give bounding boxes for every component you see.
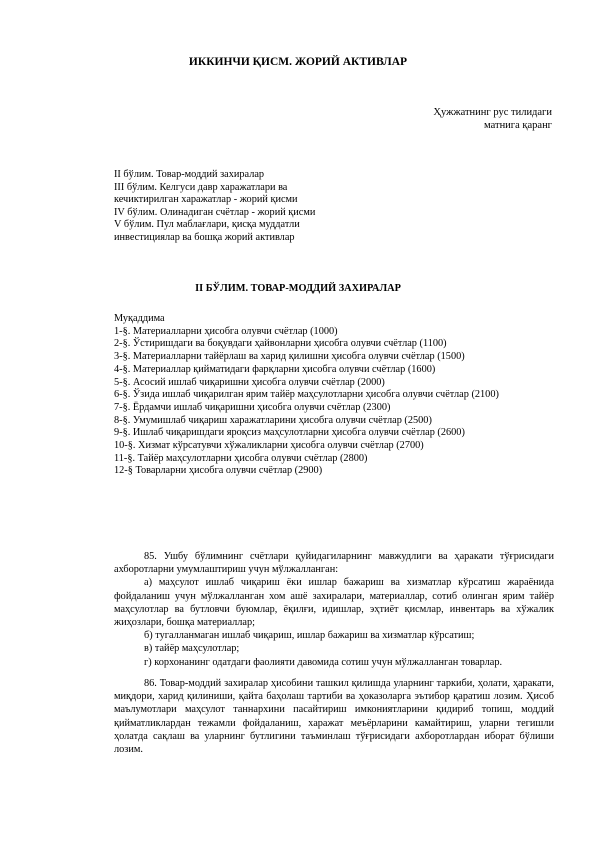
contents-item: 11-§. Тайёр маҳсулотларни ҳисобга олувчи счётлар (2800) [114,452,368,464]
contents-item: 3-§. Материалларни тайёрлаш ва харид қилишни ҳисобга олувчи счётлар (1500) [114,351,465,363]
paragraph-85-item-v: в) тайёр маҳсулотлар; [144,643,240,655]
parts-list-item: V бўлим. Пул маблағлари, қисқа муддатли [114,219,300,231]
reference-note [433,106,552,132]
paragraph-85-item-a: а) маҳсулот ишлаб чиқариш ёки ишлар бажариш ва хизматлар кўрсатиш жараёнида фойдаланиш учун мўлжалланган хом ашё захиралари, материаллар, сотиб олинган ярим тайёр маҳсулотлар ва бутловчи буюмлар, ёқилғи, идишлар, эҳтиёт қисмлар, инвентарь ва хўжалик жиҳозлари, бошқа материаллар; [114,577,554,629]
section-contents-list [114,313,554,478]
parts-list-item: кечиктирилган харажатлар - жорий қисми [114,194,298,206]
page-title: ИККИНЧИ ҚИСМ. ЖОРИЙ АКТИВЛАР [188,56,408,68]
paragraph-85-item-b: б) тугалланмаган ишлаб чиқариш, ишлар бажариш ва хизматлар кўрсатиш; [144,630,475,642]
contents-item: 12-§ Товарларни ҳисобга олувчи счётлар (2900) [114,465,323,477]
reference-note-line: Ҳужжатнинг рус тилидаги [433,107,552,118]
reference-note-line: матнига қаранг [484,120,552,131]
contents-item: 9-§. Ишлаб чиқаришдаги яроқсиз маҳсулотларни ҳисобга олувчи счётлар (2600) [114,427,465,439]
paragraph-85-intro: 85. Ушбу бўлимнинг счётлари қуйидагиларнинг мавжудлиги ва ҳаракати тўғрисидаги ахборотларни умумлаштириш учун мўлжалланган: [114,551,554,576]
contents-item: 1-§. Материалларни ҳисобга олувчи счётлар (1000) [114,325,338,337]
contents-item: 6-§. Ўзида ишлаб чиқарилган ярим тайёр маҳсулотларни ҳисобга олувчи счётлар (2100) [114,389,499,401]
contents-item: 8-§. Умумишлаб чиқариш харажатларини ҳисобга олувчи счётлар (2500) [114,414,432,426]
paragraph-86: 86. Товар-моддий захиралар ҳисобини ташкил қилишда уларнинг таркиби, ҳолати, ҳаракати, миқдори, харид қилиниши, қайта баҳолаш тартиби ва ҳоказоларга эътибор қаратиш лозим. Ҳисоб маълумотлари маҳсулот таннархини пасайтириш имкониятларини қидириб топиш, моддий қийматликлардан тежамли фойдаланиш, харажат меъёрларини камайтириш, уларни тегишли ҳолатда сақлаш ва уларнинг бутлигини таъминлаш тўғрисидаги ахборотлардан иборат бўлиши лозим. [114,678,554,756]
contents-item: 2-§. Ўстиришдаги ва боқувдаги ҳайвонларни ҳисобга олувчи счётлар (1100) [114,338,447,350]
parts-list-item: инвестициялар ва бошқа жорий активлар [114,231,295,243]
parts-list [114,169,315,245]
parts-list-item: II бўлим. Товар-моддий захиралар [114,169,265,180]
contents-item: 10-§. Хизмат кўрсатувчи хўжаликларни ҳисобга олувчи счётлар (2700) [114,440,424,452]
contents-item: 4-§. Материаллар қийматидаги фарқларни ҳисобга олувчи счётлар (1600) [114,363,436,375]
contents-item: Муқаддима [114,313,165,324]
paragraph-85 [114,550,554,669]
paragraph-85-item-g: г) корхонанинг одатдаги фаолияти давомида сотиш учун мўлжалланган товарлар. [144,656,503,668]
section-heading: II БЎЛИМ. ТОВАР-МОДДИЙ ЗАХИРАЛАР [195,283,401,294]
parts-list-item: IV бўлим. Олинадиган счётлар - жорий қисми [114,206,316,218]
contents-item: 7-§. Ёрдамчи ишлаб чиқаришни ҳисобга олувчи счётлар (2300) [114,401,391,413]
contents-item: 5-§. Асосий ишлаб чиқаришни ҳисобга олувчи счётлар (2000) [114,376,385,388]
parts-list-item: III бўлим. Келгуси давр харажатлари ва [114,181,288,193]
